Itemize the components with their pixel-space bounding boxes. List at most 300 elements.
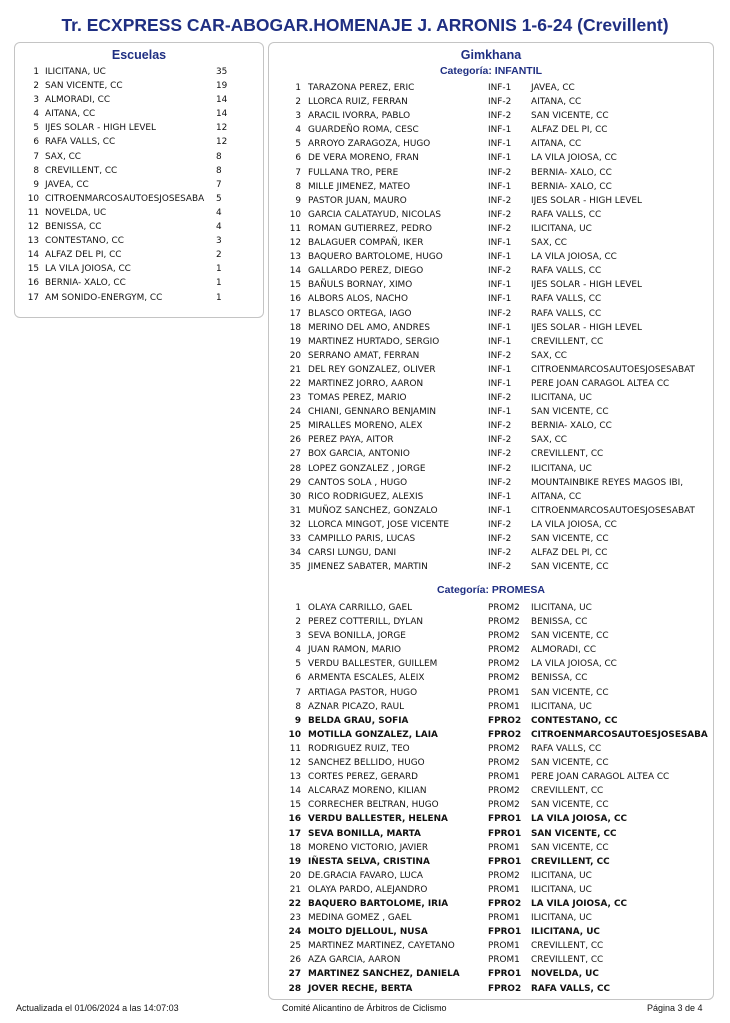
rider-club: MOUNTAINBIKE REYES MAGOS IBI, [531, 477, 684, 488]
rider-club: BENISSA, CC [531, 617, 588, 628]
escuela-points: 2 [216, 250, 222, 261]
infantil-rider-row [273, 335, 709, 349]
rider-name: MARTINEZ MARTINEZ, CAYETANO [308, 941, 455, 952]
rider-club: ILICITANA, UC [531, 393, 592, 404]
rider-club: SAN VICENTE, CC [531, 800, 609, 811]
rider-name: ROMAN GUTIERREZ, PEDRO [308, 223, 432, 234]
rider-category: FPRO1 [488, 856, 522, 867]
rider-position: 25 [289, 941, 301, 952]
rider-category: PROM2 [488, 870, 520, 881]
infantil-rider-row [273, 109, 709, 123]
rider-name: DE.GRACIA FAVARO, LUCA [308, 870, 423, 881]
rider-position: 24 [288, 927, 301, 938]
rider-category: INF-1 [488, 252, 512, 263]
rider-name: OLAYA PARDO, ALEJANDRO [308, 884, 428, 895]
infantil-rider-row [273, 123, 709, 137]
escuela-position: 6 [33, 137, 39, 148]
rider-position: 2 [295, 97, 301, 108]
promesa-rider-row [273, 855, 709, 869]
rider-name: BAQUERO BARTOLOME, HUGO [308, 252, 443, 263]
rider-name: LLORCA MINGOT, JOSE VICENTE [308, 519, 450, 530]
escuela-points: 14 [216, 95, 228, 106]
escuela-row [23, 178, 255, 192]
rider-name: GUARDEÑO ROMA, CESC [308, 125, 419, 136]
rider-club: ALFAZ DEL PI, CC [531, 125, 608, 136]
rider-name: MOTILLA GONZALEZ, LAIA [308, 729, 438, 740]
rider-club: SAN VICENTE, CC [531, 758, 609, 769]
infantil-rider-row [273, 433, 709, 447]
rider-club: CREVILLENT, CC [531, 336, 604, 347]
rider-club: ILICITANA, UC [531, 223, 592, 234]
rider-category: PROM2 [488, 645, 520, 656]
rider-name: BELDA GRAU, SOFIA [308, 715, 409, 726]
escuela-position: 14 [27, 250, 39, 261]
rider-club: IJES SOLAR - HIGH LEVEL [531, 322, 642, 333]
promesa-rider-row [273, 756, 709, 770]
rider-name: CORTES PEREZ, GERARD [308, 772, 419, 783]
rider-category: FPRO1 [488, 969, 522, 980]
footer-updated: Actualizada el 01/06/2024 a las 14:07:03 [16, 1003, 179, 1013]
rider-club: LA VILA JOIOSA, CC [531, 659, 617, 670]
rider-category: PROM1 [488, 941, 520, 952]
rider-club: ALMORADI, CC [531, 645, 597, 656]
escuela-name: IJES SOLAR - HIGH LEVEL [45, 123, 156, 134]
promesa-rider-row [273, 601, 709, 615]
escuela-row [23, 291, 255, 305]
escuela-points: 4 [216, 222, 222, 233]
rider-name: ALCARAZ MORENO, KILIAN [308, 786, 427, 797]
infantil-list [273, 81, 709, 574]
rider-name: PEREZ COTTERILL, DYLAN [308, 617, 424, 628]
rider-name: ARMENTA ESCALES, ALEIX [308, 673, 425, 684]
escuela-name: NOVELDA, UC [45, 207, 107, 218]
rider-position: 25 [289, 421, 301, 432]
escuela-points: 1 [216, 292, 222, 303]
rider-club: AITANA, CC [531, 139, 582, 150]
rider-position: 23 [289, 913, 301, 924]
rider-position: 8 [295, 181, 301, 192]
infantil-rider-row [273, 321, 709, 335]
rider-position: 6 [295, 673, 301, 684]
rider-category: INF-1 [488, 294, 512, 305]
escuela-row [23, 107, 255, 121]
escuelas-panel [14, 42, 264, 318]
escuela-position: 10 [27, 193, 39, 204]
rider-category: PROM1 [488, 842, 520, 853]
rider-position: 4 [295, 125, 301, 136]
rider-club: CITROENMARCOSAUTOESJOSESABA [531, 729, 708, 740]
infantil-rider-row [273, 447, 709, 461]
rider-name: FULLANA TRO, PERE [308, 167, 399, 178]
rider-name: CARSI LUNGU, DANI [308, 548, 397, 559]
escuela-name: CREVILLENT, CC [45, 165, 118, 176]
rider-name: BAÑULS BORNAY, XIMO [308, 280, 413, 291]
promesa-rider-row [273, 982, 709, 996]
rider-category: FPRO1 [488, 828, 522, 839]
rider-position: 17 [288, 828, 301, 839]
escuela-position: 15 [27, 264, 39, 275]
rider-position: 28 [288, 983, 301, 994]
infantil-rider-row [273, 560, 709, 574]
rider-position: 22 [288, 898, 301, 909]
rider-name: ARROYO ZARAGOZA, HUGO [308, 139, 431, 150]
rider-category: INF-2 [488, 209, 512, 220]
rider-club: ILICITANA, UC [531, 913, 592, 924]
promesa-rider-row [273, 784, 709, 798]
rider-category: FPRO2 [488, 729, 522, 740]
rider-club: BENISSA, CC [531, 673, 588, 684]
escuela-row [23, 121, 255, 135]
escuela-points: 19 [216, 81, 228, 92]
infantil-rider-row [273, 292, 709, 306]
infantil-rider-row [273, 137, 709, 151]
rider-club: ILICITANA, UC [531, 701, 592, 712]
rider-position: 7 [295, 687, 301, 698]
escuela-points: 7 [216, 179, 222, 190]
rider-category: INF-2 [488, 266, 512, 277]
rider-club: AITANA, CC [531, 491, 582, 502]
infantil-heading: Categoría: INFANTIL [439, 65, 543, 77]
rider-club: PERE JOAN CARAGOL ALTEA CC [531, 772, 670, 783]
promesa-rider-row [273, 700, 709, 714]
rider-club: RAFA VALLS, CC [531, 308, 602, 319]
rider-club: SAN VICENTE, CC [531, 828, 617, 839]
rider-position: 29 [289, 477, 301, 488]
escuela-points: 35 [216, 67, 228, 77]
escuela-position: 1 [33, 67, 39, 77]
rider-category: FPRO2 [488, 715, 522, 726]
escuela-row [23, 150, 255, 164]
escuela-position: 4 [33, 109, 39, 120]
footer-page-number: Página 3 de 4 [647, 1003, 703, 1013]
rider-position: 35 [289, 562, 301, 573]
rider-name: CANTOS SOLA , HUGO [308, 477, 408, 488]
rider-name: RODRIGUEZ RUIZ, TEO [308, 743, 410, 754]
rider-club: NOVELDA, UC [531, 969, 599, 980]
rider-position: 32 [289, 519, 301, 530]
rider-position: 10 [288, 729, 301, 740]
rider-category: INF-2 [488, 308, 512, 319]
escuela-name: AM SONIDO-ENERGYM, CC [45, 292, 163, 303]
escuela-name: CONTESTANO, CC [45, 236, 124, 247]
rider-club: ILICITANA, UC [531, 884, 592, 895]
infantil-rider-row [273, 151, 709, 165]
rider-club: ILICITANA, UC [531, 463, 592, 474]
escuela-name: JAVEA, CC [45, 179, 89, 190]
rider-position: 5 [295, 659, 301, 670]
rider-position: 28 [289, 463, 301, 474]
rider-name: BOX GARCIA, ANTONIO [308, 449, 410, 460]
rider-position: 9 [294, 715, 301, 726]
rider-category: PROM1 [488, 687, 520, 698]
rider-category: FPRO1 [488, 927, 522, 938]
rider-position: 9 [295, 195, 301, 206]
infantil-rider-row [273, 363, 709, 377]
rider-name: CAMPILLO PARIS, LUCAS [308, 534, 416, 544]
rider-club: CREVILLENT, CC [531, 941, 604, 952]
escuela-name: SAN VICENTE, CC [45, 81, 123, 92]
rider-club: ALFAZ DEL PI, CC [531, 548, 608, 559]
escuela-points: 3 [216, 236, 222, 247]
infantil-rider-row [273, 166, 709, 180]
gimkhana-heading: Gimkhana [460, 48, 522, 62]
rider-position: 15 [289, 800, 301, 811]
escuela-row [23, 262, 255, 276]
rider-category: INF-2 [488, 350, 512, 361]
promesa-rider-row [273, 671, 709, 685]
rider-category: PROM2 [488, 786, 520, 797]
rider-club: SAX, CC [531, 435, 567, 446]
rider-name: MUÑOZ SANCHEZ, GONZALO [308, 505, 438, 516]
escuela-points: 1 [216, 264, 222, 275]
rider-name: ALBORS ALOS, NACHO [308, 294, 408, 305]
rider-position: 18 [289, 842, 301, 853]
rider-club: LA VILA JOIOSA, CC [531, 898, 628, 909]
infantil-rider-row [273, 95, 709, 109]
rider-category: INF-2 [488, 562, 512, 573]
infantil-rider-row [273, 532, 709, 546]
rider-category: PROM2 [488, 603, 520, 613]
rider-club: SAN VICENTE, CC [531, 631, 609, 642]
rider-position: 1 [295, 603, 301, 613]
promesa-rider-row [273, 939, 709, 953]
rider-position: 20 [289, 870, 301, 881]
promesa-rider-row [273, 869, 709, 883]
escuela-position: 11 [27, 207, 39, 218]
escuela-row [23, 93, 255, 107]
escuela-name: BENISSA, CC [45, 222, 102, 233]
rider-club: AITANA, CC [531, 97, 582, 108]
escuela-position: 3 [33, 95, 39, 106]
rider-category: INF-2 [488, 548, 512, 559]
escuela-position: 17 [27, 292, 39, 303]
escuela-row [23, 135, 255, 149]
rider-name: MERINO DEL AMO, ANDRES [308, 322, 431, 333]
rider-name: JOVER RECHE, BERTA [308, 983, 413, 994]
promesa-rider-row [273, 812, 709, 826]
promesa-list [273, 601, 709, 996]
rider-club: CREVILLENT, CC [531, 955, 604, 966]
rider-position: 13 [289, 772, 301, 783]
rider-category: INF-1 [488, 238, 512, 249]
rider-name: MORENO VICTORIO, JAVIER [308, 842, 428, 853]
rider-club: LA VILA JOIOSA, CC [531, 153, 617, 164]
rider-category: INF-2 [488, 393, 512, 404]
escuela-name: BERNIA- XALO, CC [45, 278, 126, 289]
escuela-position: 2 [33, 81, 39, 92]
rider-category: INF-1 [488, 378, 512, 389]
rider-name: SANCHEZ BELLIDO, HUGO [308, 758, 425, 769]
promesa-rider-row [273, 911, 709, 925]
escuela-position: 12 [27, 222, 39, 233]
escuela-row [23, 220, 255, 234]
rider-position: 7 [295, 167, 301, 178]
rider-category: INF-2 [488, 223, 512, 234]
rider-club: SAN VICENTE, CC [531, 687, 609, 698]
infantil-rider-row [273, 264, 709, 278]
rider-club: SAX, CC [531, 238, 567, 249]
rider-club: RAFA VALLS, CC [531, 266, 602, 277]
rider-category: PROM1 [488, 772, 520, 783]
rider-name: VERDU BALLESTER, HELENA [308, 814, 448, 825]
promesa-rider-row [273, 714, 709, 728]
rider-club: RAFA VALLS, CC [531, 294, 602, 305]
escuela-position: 7 [33, 151, 39, 162]
rider-position: 3 [295, 111, 301, 122]
rider-name: SEVA BONILLA, JORGE [308, 631, 406, 642]
escuela-name: RAFA VALLS, CC [45, 137, 116, 148]
escuela-name: AITANA, CC [45, 109, 96, 120]
infantil-rider-row [273, 490, 709, 504]
rider-category: FPRO2 [488, 898, 522, 909]
promesa-rider-row [273, 657, 709, 671]
infantil-rider-row [273, 222, 709, 236]
rider-name: SERRANO AMAT, FERRAN [308, 350, 420, 361]
promesa-rider-row [273, 953, 709, 967]
rider-name: PEREZ PAYA, AITOR [308, 435, 394, 446]
rider-name: DEL REY GONZALEZ, OLIVER [308, 364, 436, 375]
infantil-rider-row [273, 546, 709, 560]
rider-category: INF-2 [488, 421, 512, 432]
rider-name: MARTINEZ HURTADO, SERGIO [308, 336, 440, 347]
escuela-position: 16 [27, 278, 39, 289]
rider-club: ILICITANA, UC [531, 603, 592, 613]
rider-club: SAN VICENTE, CC [531, 407, 609, 418]
rider-category: PROM2 [488, 631, 520, 642]
rider-category: PROM2 [488, 659, 520, 670]
rider-position: 19 [288, 856, 301, 867]
rider-name: MARTINEZ JORRO, AARON [308, 378, 424, 389]
escuela-row [23, 65, 255, 79]
rider-position: 3 [295, 631, 301, 642]
rider-position: 11 [289, 743, 301, 754]
promesa-rider-row [273, 770, 709, 784]
rider-category: PROM2 [488, 617, 520, 628]
rider-name: RICO RODRIGUEZ, ALEXIS [308, 491, 424, 502]
promesa-rider-row [273, 883, 709, 897]
escuela-name: ALMORADI, CC [45, 95, 111, 106]
rider-club: SAN VICENTE, CC [531, 111, 609, 122]
escuela-name: ILICITANA, UC [45, 67, 106, 77]
rider-club: ILICITANA, UC [531, 927, 600, 938]
promesa-rider-row [273, 827, 709, 841]
escuela-row [23, 248, 255, 262]
rider-name: TARAZONA PEREZ, ERIC [308, 83, 415, 93]
rider-name: TOMAS PEREZ, MARIO [308, 393, 407, 404]
rider-name: AZNAR PICAZO, RAUL [308, 701, 405, 712]
rider-category: INF-2 [488, 111, 512, 122]
rider-position: 10 [289, 209, 301, 220]
rider-name: LOPEZ GONZALEZ , JORGE [308, 463, 426, 474]
escuela-points: 4 [216, 207, 222, 218]
rider-name: SEVA BONILLA, MARTA [308, 828, 421, 839]
rider-position: 23 [289, 393, 301, 404]
rider-position: 21 [289, 364, 301, 375]
infantil-rider-row [273, 405, 709, 419]
rider-position: 15 [289, 280, 301, 291]
rider-club: SAN VICENTE, CC [531, 562, 609, 573]
escuela-row [23, 206, 255, 220]
infantil-rider-row [273, 377, 709, 391]
rider-category: INF-1 [488, 83, 512, 93]
rider-name: BAQUERO BARTOLOME, IRIA [308, 898, 449, 909]
rider-category: INF-2 [488, 477, 512, 488]
rider-name: GARCIA CALATAYUD, NICOLAS [308, 209, 441, 220]
rider-name: ARTIAGA PASTOR, HUGO [308, 687, 418, 698]
rider-club: CONTESTANO, CC [531, 715, 618, 726]
rider-club: SAN VICENTE, CC [531, 842, 609, 853]
rider-position: 16 [288, 814, 301, 825]
rider-club: IJES SOLAR - HIGH LEVEL [531, 195, 642, 206]
escuela-name: LA VILA JOIOSA, CC [45, 264, 131, 275]
rider-position: 22 [289, 378, 301, 389]
rider-position: 5 [295, 139, 301, 150]
rider-club: CITROENMARCOSAUTOESJOSESABAT [531, 505, 695, 516]
promesa-rider-row [273, 629, 709, 643]
rider-category: INF-1 [488, 125, 512, 136]
rider-position: 8 [295, 701, 301, 712]
rider-position: 14 [289, 786, 301, 797]
rider-category: PROM2 [488, 758, 520, 769]
infantil-rider-row [273, 194, 709, 208]
rider-category: INF-2 [488, 167, 512, 178]
rider-position: 6 [295, 153, 301, 164]
rider-category: INF-2 [488, 195, 512, 206]
rider-category: INF-2 [488, 435, 512, 446]
infantil-rider-row [273, 250, 709, 264]
rider-club: LA VILA JOIOSA, CC [531, 519, 617, 530]
rider-position: 26 [289, 435, 301, 446]
infantil-rider-row [273, 180, 709, 194]
rider-name: CORRECHER BELTRAN, HUGO [308, 800, 439, 811]
rider-club: SAX, CC [531, 350, 567, 361]
rider-name: JIMENEZ SABATER, MARTIN [308, 562, 428, 573]
rider-position: 31 [289, 505, 301, 516]
rider-category: FPRO1 [488, 814, 522, 825]
rider-club: LA VILA JOIOSA, CC [531, 814, 628, 825]
escuela-points: 14 [216, 109, 228, 120]
rider-club: BERNIA- XALO, CC [531, 181, 612, 192]
rider-category: INF-1 [488, 280, 512, 291]
rider-category: INF-1 [488, 407, 512, 418]
rider-name: CHIANI, GENNARO BENJAMIN [308, 407, 437, 418]
rider-name: MIRALLES MORENO, ALEX [308, 421, 423, 432]
rider-position: 21 [289, 884, 301, 895]
rider-club: CREVILLENT, CC [531, 856, 610, 867]
rider-name: IÑESTA SELVA, CRISTINA [308, 856, 430, 867]
infantil-rider-row [273, 476, 709, 490]
escuela-points: 12 [216, 137, 228, 148]
infantil-rider-row [273, 208, 709, 222]
rider-name: LLORCA RUIZ, FERRAN [308, 97, 408, 108]
infantil-rider-row [273, 462, 709, 476]
escuela-row [23, 79, 255, 93]
footer-organization: Comité Alicantino de Árbitros de Ciclismo [282, 1003, 447, 1013]
rider-name: JUAN RAMON, MARIO [308, 645, 401, 656]
rider-club: CREVILLENT, CC [531, 449, 604, 460]
rider-position: 33 [289, 534, 301, 544]
infantil-rider-row [273, 504, 709, 518]
rider-club: BERNIA- XALO, CC [531, 167, 612, 178]
escuela-row [23, 164, 255, 178]
rider-category: INF-2 [488, 463, 512, 474]
promesa-rider-row [273, 967, 709, 981]
rider-name: OLAYA CARRILLO, GAEL [308, 603, 413, 613]
rider-club: IJES SOLAR - HIGH LEVEL [531, 280, 642, 291]
infantil-rider-row [273, 419, 709, 433]
rider-club: BERNIA- XALO, CC [531, 421, 612, 432]
rider-category: INF-2 [488, 97, 512, 108]
